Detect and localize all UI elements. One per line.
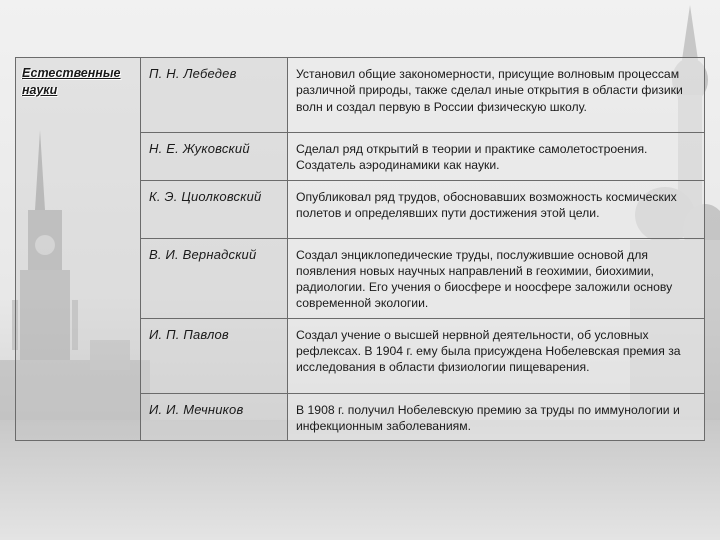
scientist-name: И. И. Мечников bbox=[149, 401, 244, 417]
scientist-name-cell bbox=[141, 238, 288, 318]
achievement-cell bbox=[288, 238, 705, 318]
achievement-cell bbox=[288, 318, 705, 393]
achievement-cell bbox=[288, 58, 705, 133]
category-label: Естественные науки bbox=[22, 66, 121, 97]
scientist-name: П. Н. Лебедев bbox=[149, 66, 237, 81]
achievement-text: Создал учение о высшей нервной деятельности, об условных рефлексах. В 1904 г. ему была присуждена Нобелевская премия за исследования в области физиологии пищеварения. bbox=[296, 327, 681, 375]
achievement-text: В 1908 г. получил Нобелевскую премию за труды по иммунологии и инфекционным заболеваниям. bbox=[296, 402, 680, 434]
table-row bbox=[16, 58, 705, 133]
scientists-table bbox=[15, 57, 705, 441]
achievement-text: Создал энциклопедические труды, послужившие основой для появления новых научных направлений в геохимии, биохимии, радиологии. Его учения о биосфере и ноосфере заложили основу современной экологии. bbox=[296, 247, 673, 311]
category-cell bbox=[16, 58, 141, 441]
achievement-cell bbox=[288, 133, 705, 181]
achievement-text: Опубликовал ряд трудов, обосновавших возможность космических полетов и определявших пути достижения этой цели. bbox=[296, 189, 677, 220]
scientist-name: И. П. Павлов bbox=[149, 326, 229, 342]
achievement-cell bbox=[288, 180, 705, 238]
scientist-name-cell bbox=[141, 318, 288, 393]
scientist-name-cell bbox=[141, 180, 288, 238]
scientist-name: К. Э. Циолковский bbox=[149, 188, 262, 204]
achievement-text: Сделал ряд открытий в теории и практике самолетостроения. Создатель аэродинамики как науки. bbox=[296, 142, 648, 173]
scientist-name: Н. Е. Жуковский bbox=[149, 141, 250, 156]
scientist-name-cell bbox=[141, 133, 288, 181]
scientist-name: В. И. Вернадский bbox=[149, 246, 257, 262]
achievement-text: Установил общие закономерности, присущие волновым процессам различной природы, также сделал иные открытия в области физики волн и создал первую в России физическую школу. bbox=[296, 67, 683, 114]
scientist-name-cell bbox=[141, 58, 288, 133]
scientist-name-cell bbox=[141, 393, 288, 441]
achievement-cell bbox=[288, 393, 705, 441]
